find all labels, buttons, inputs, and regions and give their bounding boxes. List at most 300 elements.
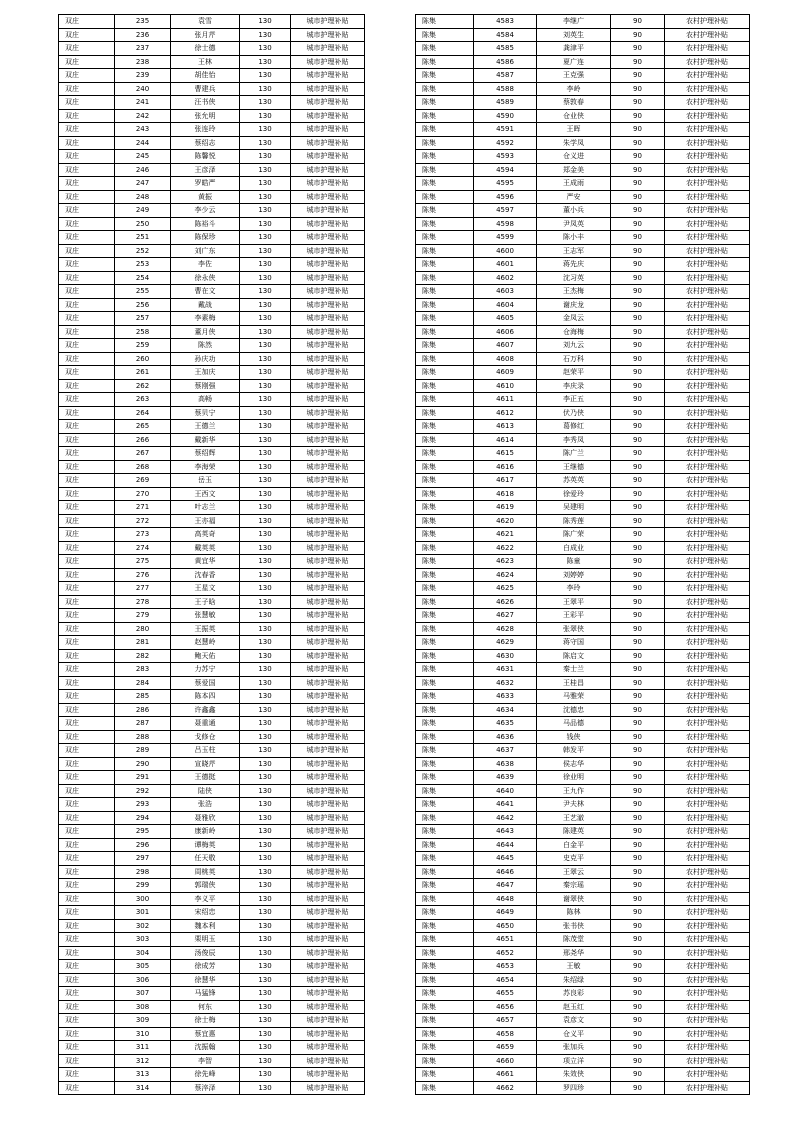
amount-cell: 130 [240,973,291,987]
town-cell: 双庄 [59,258,115,272]
town-cell: 陈集 [416,366,474,380]
table-row [59,474,365,488]
name-cell: 鲍天佑 [171,649,240,663]
type-cell: 农村护理补贴 [665,919,750,933]
type-cell: 城市护理补贴 [291,771,365,785]
amount-cell: 90 [611,757,665,771]
town-cell: 陈集 [416,82,474,96]
table-row [416,987,750,1001]
amount-cell: 90 [611,771,665,785]
name-cell: 任天敬 [171,852,240,866]
table-row [59,312,365,326]
serial-cell: 287 [115,717,171,731]
table-row [59,298,365,312]
type-cell: 城市护理补贴 [291,474,365,488]
name-cell: 朱学凤 [537,136,611,150]
type-cell: 城市护理补贴 [291,325,365,339]
name-cell: 力苏宁 [171,663,240,677]
town-cell: 陈集 [416,136,474,150]
table-row [416,109,750,123]
name-cell: 张连玲 [171,123,240,137]
table-row [416,406,750,420]
serial-cell: 288 [115,730,171,744]
amount-cell: 130 [240,636,291,650]
serial-cell: 259 [115,339,171,353]
type-cell: 城市护理补贴 [291,703,365,717]
serial-cell: 271 [115,501,171,515]
town-cell: 陈集 [416,514,474,528]
name-cell: 邢尧华 [537,946,611,960]
town-cell: 双庄 [59,663,115,677]
type-cell: 城市护理补贴 [291,879,365,893]
amount-cell: 90 [611,879,665,893]
amount-cell: 130 [240,528,291,542]
serial-cell: 301 [115,906,171,920]
serial-cell: 4661 [474,1068,537,1082]
name-cell: 李素梅 [171,312,240,326]
table-row [416,474,750,488]
amount-cell: 130 [240,568,291,582]
serial-cell: 4627 [474,609,537,623]
amount-cell: 130 [240,1000,291,1014]
type-cell: 城市护理补贴 [291,1054,365,1068]
table-row [416,690,750,704]
type-cell: 农村护理补贴 [665,514,750,528]
amount-cell: 130 [240,1068,291,1082]
type-cell: 农村护理补贴 [665,973,750,987]
table-row [416,838,750,852]
name-cell: 袁雪 [171,15,240,29]
table-row [59,1068,365,1082]
name-cell: 徐永侠 [171,271,240,285]
town-cell: 双庄 [59,28,115,42]
amount-cell: 90 [611,865,665,879]
amount-cell: 90 [611,987,665,1001]
type-cell: 城市护理补贴 [291,730,365,744]
type-cell: 农村护理补贴 [665,298,750,312]
name-cell: 陈秀莲 [537,514,611,528]
type-cell: 农村护理补贴 [665,15,750,29]
serial-cell: 284 [115,676,171,690]
name-cell: 汤俊辰 [171,946,240,960]
name-cell: 徐成芳 [171,960,240,974]
type-cell: 城市护理补贴 [291,987,365,1001]
type-cell: 农村护理补贴 [665,825,750,839]
amount-cell: 130 [240,366,291,380]
amount-cell: 90 [611,42,665,56]
name-cell: 王杰梅 [537,285,611,299]
type-cell: 城市护理补贴 [291,366,365,380]
name-cell: 侯志华 [537,757,611,771]
amount-cell: 130 [240,1027,291,1041]
name-cell: 王林 [171,55,240,69]
table-row [59,987,365,1001]
serial-cell: 4598 [474,217,537,231]
type-cell: 城市护理补贴 [291,852,365,866]
serial-cell: 4601 [474,258,537,272]
amount-cell: 90 [611,69,665,83]
town-cell: 陈集 [416,487,474,501]
serial-cell: 4641 [474,798,537,812]
serial-cell: 300 [115,892,171,906]
table-row [59,231,365,245]
type-cell: 农村护理补贴 [665,42,750,56]
type-cell: 农村护理补贴 [665,892,750,906]
type-cell: 城市护理补贴 [291,406,365,420]
table-row [59,946,365,960]
town-cell: 陈集 [416,379,474,393]
table-row [416,1041,750,1055]
name-cell: 陈建英 [537,825,611,839]
table-row [416,946,750,960]
serial-cell: 303 [115,933,171,947]
table-row [59,150,365,164]
type-cell: 农村护理补贴 [665,636,750,650]
amount-cell: 130 [240,69,291,83]
name-cell: 白金平 [537,838,611,852]
type-cell: 农村护理补贴 [665,622,750,636]
name-cell: 蔡绍辉 [171,447,240,461]
serial-cell: 4644 [474,838,537,852]
serial-cell: 4604 [474,298,537,312]
town-cell: 陈集 [416,204,474,218]
table-row [416,312,750,326]
table-row [59,1041,365,1055]
town-cell: 陈集 [416,811,474,825]
table-row [59,811,365,825]
table-row [59,1014,365,1028]
town-cell: 陈集 [416,892,474,906]
town-cell: 陈集 [416,717,474,731]
town-cell: 陈集 [416,825,474,839]
town-cell: 双庄 [59,933,115,947]
type-cell: 农村护理补贴 [665,474,750,488]
table-row [59,339,365,353]
serial-cell: 262 [115,379,171,393]
amount-cell: 90 [611,541,665,555]
type-cell: 农村护理补贴 [665,217,750,231]
serial-cell: 283 [115,663,171,677]
serial-cell: 4655 [474,987,537,1001]
amount-cell: 130 [240,420,291,434]
type-cell: 农村护理补贴 [665,582,750,596]
table-row [59,69,365,83]
table-row [59,366,365,380]
serial-cell: 4611 [474,393,537,407]
type-cell: 城市护理补贴 [291,447,365,461]
type-cell: 城市护理补贴 [291,487,365,501]
name-cell: 秦宗瑶 [537,879,611,893]
serial-cell: 313 [115,1068,171,1082]
amount-cell: 90 [611,649,665,663]
table-row [416,487,750,501]
table-row [416,420,750,434]
serial-cell: 260 [115,352,171,366]
serial-cell: 4650 [474,919,537,933]
type-cell: 农村护理补贴 [665,366,750,380]
type-cell: 城市护理补贴 [291,609,365,623]
type-cell: 城市护理补贴 [291,460,365,474]
type-cell: 农村护理补贴 [665,663,750,677]
table-row [416,555,750,569]
table-row [59,879,365,893]
amount-cell: 130 [240,15,291,29]
table-row [416,1054,750,1068]
name-cell: 蒋守国 [537,636,611,650]
amount-cell: 90 [611,55,665,69]
amount-cell: 90 [611,204,665,218]
table-row [416,919,750,933]
name-cell: 李继广 [537,15,611,29]
serial-cell: 4634 [474,703,537,717]
town-cell: 陈集 [416,568,474,582]
table-row [59,676,365,690]
town-cell: 双庄 [59,433,115,447]
serial-cell: 253 [115,258,171,272]
type-cell: 农村护理补贴 [665,163,750,177]
table-row [416,96,750,110]
serial-cell: 4633 [474,690,537,704]
town-cell: 双庄 [59,784,115,798]
serial-cell: 236 [115,28,171,42]
town-cell: 双庄 [59,1068,115,1082]
serial-cell: 270 [115,487,171,501]
type-cell: 城市护理补贴 [291,123,365,137]
type-cell: 农村护理补贴 [665,82,750,96]
amount-cell: 130 [240,663,291,677]
type-cell: 农村护理补贴 [665,285,750,299]
name-cell: 王志军 [537,244,611,258]
table-row [416,906,750,920]
name-cell: 沈习英 [537,271,611,285]
amount-cell: 90 [611,852,665,866]
type-cell: 城市护理补贴 [291,906,365,920]
serial-cell: 241 [115,96,171,110]
name-cell: 沈振翰 [171,1041,240,1055]
town-cell: 陈集 [416,447,474,461]
amount-cell: 90 [611,514,665,528]
name-cell: 徐先峰 [171,1068,240,1082]
town-cell: 陈集 [416,784,474,798]
name-cell: 夏广连 [537,55,611,69]
table-row [416,379,750,393]
amount-cell: 130 [240,933,291,947]
name-cell: 戈修仓 [171,730,240,744]
town-cell: 双庄 [59,285,115,299]
type-cell: 城市护理补贴 [291,582,365,596]
table-row [416,1014,750,1028]
table-row [416,217,750,231]
amount-cell: 90 [611,447,665,461]
town-cell: 陈集 [416,150,474,164]
name-cell: 白成业 [537,541,611,555]
type-cell: 农村护理补贴 [665,798,750,812]
town-cell: 双庄 [59,690,115,704]
town-cell: 双庄 [59,501,115,515]
serial-cell: 4592 [474,136,537,150]
amount-cell: 130 [240,609,291,623]
serial-cell: 4626 [474,595,537,609]
name-cell: 黄振 [171,190,240,204]
name-cell: 李少云 [171,204,240,218]
type-cell: 城市护理补贴 [291,1014,365,1028]
town-cell: 陈集 [416,555,474,569]
name-cell: 蒋先庆 [537,258,611,272]
name-cell: 陈馨悦 [171,150,240,164]
table-row [416,568,750,582]
name-cell: 黄宜华 [171,555,240,569]
serial-cell: 252 [115,244,171,258]
name-cell: 戴英英 [171,541,240,555]
table-row [59,190,365,204]
table-row [416,393,750,407]
town-cell: 陈集 [416,919,474,933]
type-cell: 农村护理补贴 [665,987,750,1001]
amount-cell: 130 [240,1054,291,1068]
table-row [416,42,750,56]
name-cell: 陈林 [537,906,611,920]
serial-cell: 4610 [474,379,537,393]
name-cell: 王彩平 [537,609,611,623]
amount-cell: 130 [240,919,291,933]
type-cell: 农村护理补贴 [665,123,750,137]
type-cell: 农村护理补贴 [665,744,750,758]
right-table-body [416,15,750,1095]
table-row [59,28,365,42]
amount-cell: 130 [240,298,291,312]
town-cell: 双庄 [59,15,115,29]
amount-cell: 130 [240,595,291,609]
town-cell: 陈集 [416,325,474,339]
type-cell: 农村护理补贴 [665,568,750,582]
table-row [416,892,750,906]
serial-cell: 4630 [474,649,537,663]
town-cell: 陈集 [416,676,474,690]
amount-cell: 130 [240,150,291,164]
town-cell: 陈集 [416,1027,474,1041]
serial-cell: 4647 [474,879,537,893]
amount-cell: 90 [611,312,665,326]
serial-cell: 4620 [474,514,537,528]
amount-cell: 130 [240,433,291,447]
amount-cell: 90 [611,919,665,933]
type-cell: 农村护理补贴 [665,690,750,704]
town-cell: 陈集 [416,528,474,542]
table-row [416,177,750,191]
name-cell: 王翠平 [537,595,611,609]
amount-cell: 130 [240,55,291,69]
name-cell: 仓业侠 [537,109,611,123]
amount-cell: 130 [240,730,291,744]
town-cell: 双庄 [59,460,115,474]
amount-cell: 90 [611,1000,665,1014]
amount-cell: 90 [611,474,665,488]
table-row [59,1081,365,1095]
town-cell: 陈集 [416,636,474,650]
serial-cell: 280 [115,622,171,636]
amount-cell: 130 [240,163,291,177]
amount-cell: 90 [611,528,665,542]
serial-cell: 4640 [474,784,537,798]
town-cell: 双庄 [59,582,115,596]
type-cell: 农村护理补贴 [665,784,750,798]
serial-cell: 4649 [474,906,537,920]
serial-cell: 265 [115,420,171,434]
amount-cell: 130 [240,703,291,717]
amount-cell: 130 [240,501,291,515]
amount-cell: 130 [240,622,291,636]
name-cell: 徐士德 [171,42,240,56]
name-cell: 张浩 [171,798,240,812]
type-cell: 农村护理补贴 [665,1081,750,1095]
table-row [59,258,365,272]
amount-cell: 130 [240,1081,291,1095]
name-cell: 许鑫鑫 [171,703,240,717]
serial-cell: 297 [115,852,171,866]
table-row [416,28,750,42]
name-cell: 刘广东 [171,244,240,258]
town-cell: 双庄 [59,636,115,650]
table-row [59,487,365,501]
serial-cell: 286 [115,703,171,717]
table-row [59,825,365,839]
table-row [416,433,750,447]
town-cell: 陈集 [416,474,474,488]
serial-cell: 4587 [474,69,537,83]
serial-cell: 243 [115,123,171,137]
type-cell: 农村护理补贴 [665,1041,750,1055]
type-cell: 农村护理补贴 [665,946,750,960]
type-cell: 农村护理补贴 [665,811,750,825]
serial-cell: 267 [115,447,171,461]
amount-cell: 90 [611,298,665,312]
name-cell: 袁彦文 [537,1014,611,1028]
town-cell: 双庄 [59,123,115,137]
table-row [416,163,750,177]
name-cell: 石万科 [537,352,611,366]
type-cell: 城市护理补贴 [291,379,365,393]
type-cell: 农村护理补贴 [665,865,750,879]
table-row [416,136,750,150]
name-cell: 陈童 [537,555,611,569]
type-cell: 农村护理补贴 [665,460,750,474]
town-cell: 陈集 [416,15,474,29]
amount-cell: 90 [611,946,665,960]
amount-cell: 130 [240,514,291,528]
amount-cell: 130 [240,217,291,231]
type-cell: 农村护理补贴 [665,190,750,204]
serial-cell: 276 [115,568,171,582]
serial-cell: 4642 [474,811,537,825]
town-cell: 双庄 [59,177,115,191]
amount-cell: 90 [611,1014,665,1028]
type-cell: 农村护理补贴 [665,244,750,258]
table-row [59,663,365,677]
serial-cell: 268 [115,460,171,474]
name-cell: 伏乃侠 [537,406,611,420]
name-cell: 苏英英 [537,474,611,488]
name-cell: 谢庆龙 [537,298,611,312]
amount-cell: 130 [240,798,291,812]
type-cell: 城市护理补贴 [291,757,365,771]
amount-cell: 130 [240,460,291,474]
town-cell: 陈集 [416,406,474,420]
town-cell: 陈集 [416,163,474,177]
type-cell: 城市护理补贴 [291,595,365,609]
serial-cell: 4591 [474,123,537,137]
town-cell: 陈集 [416,109,474,123]
amount-cell: 130 [240,892,291,906]
